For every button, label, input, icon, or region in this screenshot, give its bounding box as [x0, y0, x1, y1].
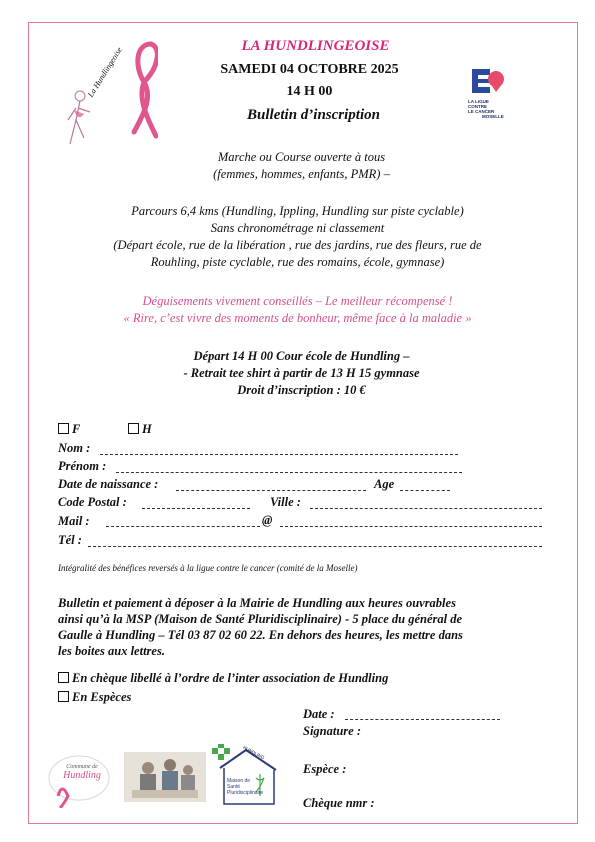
- payment-line1: Bulletin et paiement à déposer à la Mairie de Hundling aux heures ouvrables: [58, 596, 456, 610]
- slogan-line1: Déguisements vivement conseillés – Le meilleur récompensé !: [142, 294, 453, 308]
- slogan-block: [0, 293, 595, 327]
- especes-label: En Espèces: [72, 690, 132, 704]
- payment-line2: ainsi qu’à la MSP (Maison de Santé Pluridisciplinaire) - 5 place du général de: [58, 612, 463, 626]
- parcours-line1: Parcours 6,4 kms (Hundling, Ippling, Hundling sur piste cyclable): [131, 204, 464, 218]
- event-date: SAMEDI 04 OCTOBRE 2025: [220, 62, 399, 77]
- mail-field-domain[interactable]: [280, 526, 542, 527]
- naissance-field[interactable]: [176, 490, 366, 491]
- msp-line3: Pluridisciplinaire: [227, 790, 264, 796]
- ville-label: Ville :: [270, 495, 301, 509]
- bulletin-heading: Bulletin d’inscription: [247, 107, 380, 123]
- intro-line1: Marche ou Course ouverte à tous: [217, 150, 386, 164]
- ville-field[interactable]: [310, 508, 542, 509]
- benefits-note: Intégralité des bénéfices reversés à la ligue contre le cancer (comité de la Moselle): [58, 563, 358, 573]
- intro-line2: (femmes, hommes, enfants, PMR) –: [213, 167, 390, 181]
- msp-line1: Maison de: [227, 778, 251, 784]
- cheque-label: En chèque libellé à l’ordre de l’inter association de Hundling: [72, 671, 389, 685]
- commune-logo: [46, 752, 112, 808]
- gender-f-label: F: [72, 422, 81, 436]
- depart-line3: Droit d’inscription : 10 €: [237, 383, 366, 397]
- parcours-line4: Rouhling, piste cyclable, rue des romains, école, gymnase): [150, 255, 445, 269]
- signature-label: Signature :: [303, 724, 362, 738]
- event-time: 14 H 00: [286, 84, 333, 99]
- msp-top: HUNDLING: [242, 744, 266, 761]
- tel-label: Tél :: [58, 533, 82, 547]
- date-label: Date :: [303, 707, 335, 721]
- tel-field[interactable]: [88, 546, 542, 547]
- gender-h-checkbox[interactable]: [128, 423, 139, 434]
- event-title: LA HUNDLINGEOISE: [241, 38, 390, 54]
- nom-label: Nom :: [58, 441, 91, 455]
- code-postal-field[interactable]: [142, 508, 250, 509]
- ligue-line2: CONTRE: [468, 104, 487, 109]
- naissance-label: Date de naissance :: [58, 477, 159, 491]
- especes-checkbox[interactable]: [58, 691, 69, 702]
- payment-cheque-option[interactable]: [58, 670, 388, 686]
- cheque-checkbox[interactable]: [58, 672, 69, 683]
- gender-f-option[interactable]: [58, 422, 80, 437]
- intro-block: [4, 149, 595, 183]
- hundlingeoise-logo: [58, 40, 158, 160]
- code-postal-label: Code Postal :: [58, 495, 127, 509]
- payment-line4: les boites aux lettres.: [58, 644, 165, 658]
- prenom-field[interactable]: [116, 472, 462, 473]
- depart-block: [4, 348, 595, 399]
- parcours-line3: (Départ école, rue de la libération , rue des jardins, rue des fleurs, rue de: [113, 238, 482, 252]
- mail-label: Mail :: [58, 514, 90, 528]
- depart-line1: Départ 14 H 00 Cour école de Hundling –: [193, 349, 410, 363]
- msp-line2: Santé: [227, 784, 241, 790]
- commune-line2: Hundling: [63, 770, 101, 781]
- cheque-nmr-label: Chèque nmr :: [303, 796, 375, 810]
- gender-f-checkbox[interactable]: [58, 423, 69, 434]
- ligue-line4: MOSELLE: [482, 114, 504, 119]
- volunteers-photo: [124, 752, 206, 802]
- prenom-label: Prénom :: [58, 459, 107, 473]
- date-field[interactable]: [345, 719, 500, 720]
- espece-label: Espèce :: [303, 762, 347, 776]
- gender-h-label: H: [142, 422, 152, 436]
- nom-field[interactable]: [100, 454, 458, 455]
- msp-logo: [210, 744, 280, 806]
- slogan-line2: « Rire, c’est vivre des moments de bonheur, même face à la maladie »: [123, 311, 472, 325]
- commune-line1: Commune de: [66, 764, 98, 770]
- msp-house-icon: [210, 744, 280, 806]
- gender-h-option[interactable]: [128, 422, 152, 437]
- logo-script: La Hundlingeoise: [86, 45, 124, 99]
- parcours-line2: Sans chronométrage ni classement: [210, 221, 385, 235]
- parcours-block: [0, 203, 595, 271]
- photo-icon: [124, 752, 206, 802]
- age-field[interactable]: [400, 490, 450, 491]
- payment-instructions: [58, 595, 548, 659]
- ligue-line1: LA LIGUE: [468, 99, 489, 104]
- at-sign: @: [262, 513, 273, 527]
- age-label: Age: [374, 477, 395, 491]
- payment-especes-option[interactable]: [58, 689, 131, 705]
- mail-field-local[interactable]: [106, 526, 260, 527]
- ligue-line3: LE CANCER: [468, 109, 495, 114]
- payment-line3: Gaulle à Hundling – Tél 03 87 02 60 22. En dehors des heures, les mettre dans: [58, 628, 463, 642]
- depart-line2: - Retrait tee shirt à partir de 13 H 15 gymnase: [183, 366, 420, 380]
